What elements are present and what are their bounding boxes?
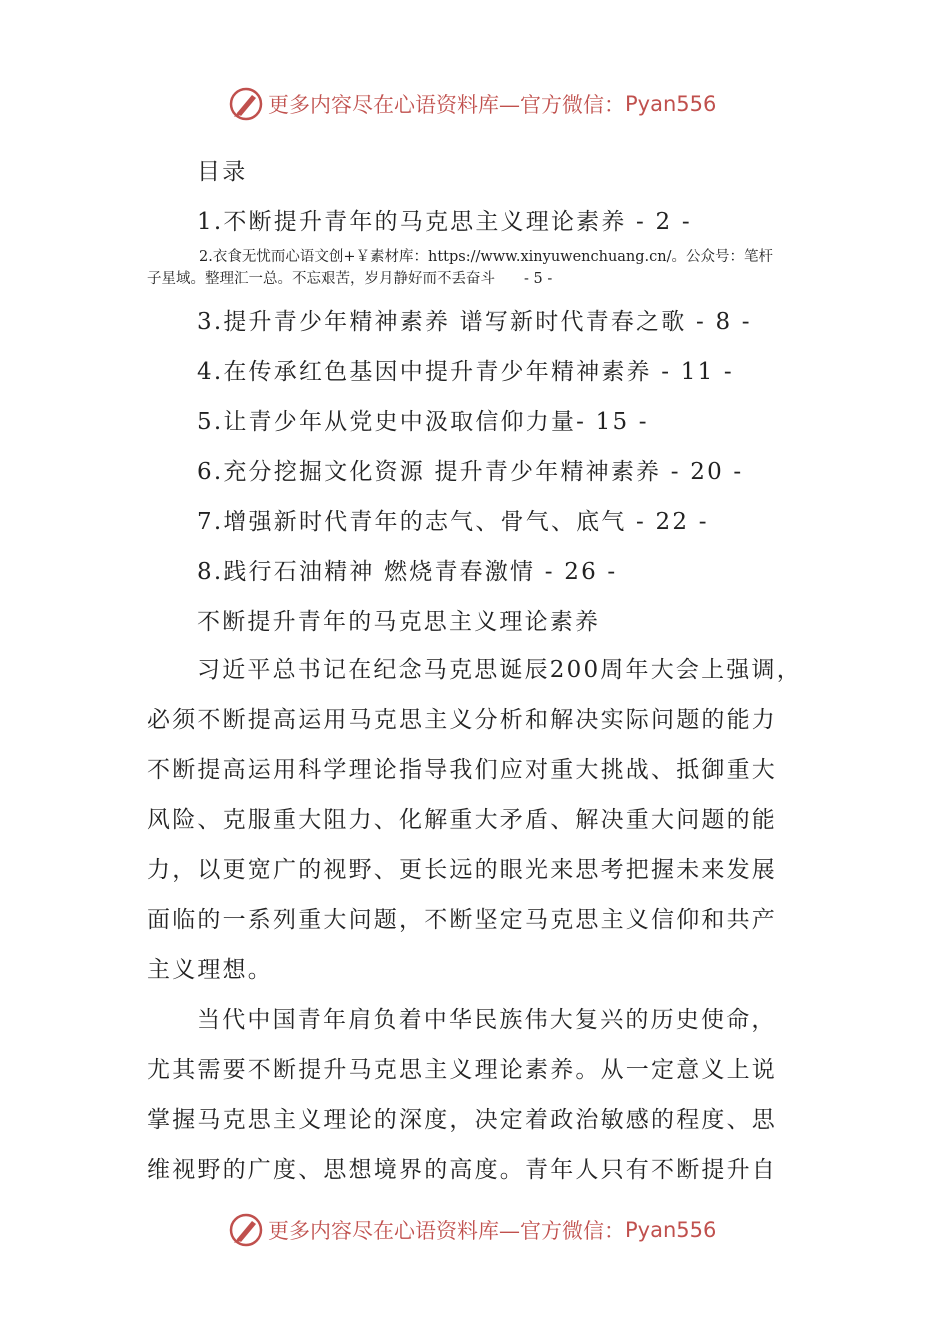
paragraph-line: 掌握马克思主义理论的深度，决定着政治敏感的程度、思 xyxy=(147,1107,777,1133)
paragraph-line: 面临的一系列重大问题，不断坚定马克思主义信仰和共产 xyxy=(147,907,777,933)
pen-logo-icon xyxy=(228,1212,264,1248)
watermark-text: 更多内容尽在心语资料库—官方微信： xyxy=(268,93,625,117)
paragraph-line: 习近平总书记在纪念马克思诞辰200周年大会上强调， xyxy=(197,657,802,683)
paragraph-line: 力，以更宽广的视野、更长远的眼光来思考把握未来发展 xyxy=(147,857,777,883)
toc-item-7: 7.增强新时代青年的志气、骨气、底气 - 22 - xyxy=(197,509,709,535)
watermark-wechat-id: Pyan556 xyxy=(625,1218,717,1242)
toc-item-6: 6.充分挖掘文化资源 提升青少年精神素养 - 20 - xyxy=(197,459,744,485)
paragraph-line: 当代中国青年肩负着中华民族伟大复兴的历史使命， xyxy=(197,1007,777,1033)
toc-item-3: 3.提升青少年精神素养 谱写新时代青春之歌 - 8 - xyxy=(197,309,752,335)
paragraph-line: 主义理想。 xyxy=(147,957,273,983)
pen-logo-icon xyxy=(228,86,264,122)
watermark-footer xyxy=(228,1212,716,1248)
paragraph-line: 尤其需要不断提升马克思主义理论素养。从一定意义上说 xyxy=(147,1057,777,1083)
toc-item-2-line-1: 2.衣食无忧而心语文创+￥素材库：https://www.xinyuwenchuang.cn/。公众号：笔杆 xyxy=(199,249,774,265)
watermark-wechat-id: Pyan556 xyxy=(625,92,717,116)
toc-item-2-line-2: 子星域。整理汇一总。不忘艰苦，岁月静好而不丢奋斗 - 5 - xyxy=(147,271,553,287)
watermark-header xyxy=(228,86,716,122)
toc-title: 目录 xyxy=(197,159,248,185)
paragraph-line: 必须不断提高运用马克思主义分析和解决实际问题的能力 xyxy=(147,707,777,733)
paragraph-line: 不断提高运用科学理论指导我们应对重大挑战、抵御重大 xyxy=(147,757,777,783)
toc-item-1: 1.不断提升青年的马克思主义理论素养 - 2 - xyxy=(197,209,692,235)
paragraph-line: 风险、克服重大阻力、化解重大矛盾、解决重大问题的能 xyxy=(147,807,777,833)
toc-item-8: 8.践行石油精神 燃烧青春激情 - 26 - xyxy=(197,559,618,585)
article-heading: 不断提升青年的马克思主义理论素养 xyxy=(197,609,601,635)
toc-item-2 xyxy=(147,246,807,290)
watermark-text: 更多内容尽在心语资料库—官方微信： xyxy=(268,1219,625,1243)
paragraph-line: 维视野的广度、思想境界的高度。青年人只有不断提升自 xyxy=(147,1157,777,1183)
toc-item-4: 4.在传承红色基因中提升青少年精神素养 - 11 - xyxy=(197,359,734,385)
toc-item-5: 5.让青少年从党史中汲取信仰力量- 15 - xyxy=(197,409,649,435)
